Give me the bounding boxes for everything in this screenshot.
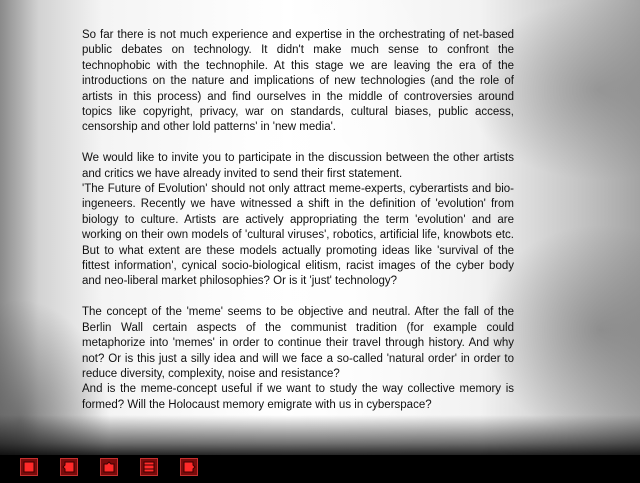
next-button[interactable] bbox=[180, 458, 198, 476]
previous-button[interactable] bbox=[60, 458, 78, 476]
paragraph-gap bbox=[82, 136, 514, 151]
up-button[interactable] bbox=[100, 458, 118, 476]
article-text bbox=[82, 28, 514, 413]
paragraph-2: We would like to invite you to participate in the discussion between the other artists and critics we have already invited to send their first statement. bbox=[82, 152, 514, 180]
previous-icon bbox=[61, 459, 77, 475]
stop-square-icon bbox=[21, 459, 37, 475]
paragraph-3: 'The Future of Evolution' should not only attract meme-experts, cyberartists and bio-ingeneers. Recently we have witnessed a shift in the definition of 'evolution' from biology to culture. Artists are actively appropriating the term 'evolution' and are working on their own models of 'cultural viruses', robotics, artificial life, knowbots etc. But to what extent are these models actually promoting ideas like 'survival of the fittest information', cynical socio-biological elitism, racist images of the cyber body and neo-liberal market philosophies? Or is it 'just' technology? bbox=[82, 183, 514, 288]
paragraph-gap bbox=[82, 290, 514, 305]
menu-button[interactable] bbox=[140, 458, 158, 476]
up-icon bbox=[101, 459, 117, 475]
menu-icon bbox=[141, 459, 157, 475]
next-icon bbox=[181, 459, 197, 475]
paragraph-1: So far there is not much experience and expertise in the orchestrating of net-based public debates on technology. It didn't make much sense to confront the technophobic with the technophile. At this stage we are leaving the era of the introductions on the nature and implications of new technologies (and the role of artists in this process) and find ourselves in the middle of controversies around topics like copyright, privacy, war on standards, cultural biases, public access, censorship and other lold patterns' in 'new media'. bbox=[82, 29, 514, 134]
paragraph-4: The concept of the 'meme' seems to be objective and neutral. After the fall of the Berlin Wall certain aspects of the communist tradition (for example could metaphorize into 'memes' in order to continue their travel through history. And why not? Or is this just a silly idea and will we face a so-called 'natural order' in order to reduce diversity, complexity, noise and resistance? bbox=[82, 306, 514, 380]
stop-button[interactable] bbox=[20, 458, 38, 476]
paragraph-5: And is the meme-concept useful if we want to study the way collective memory is formed? Will the Holocaust memory emigrate with us in cyberspace? bbox=[82, 383, 514, 411]
navigation-toolbar bbox=[0, 455, 640, 483]
